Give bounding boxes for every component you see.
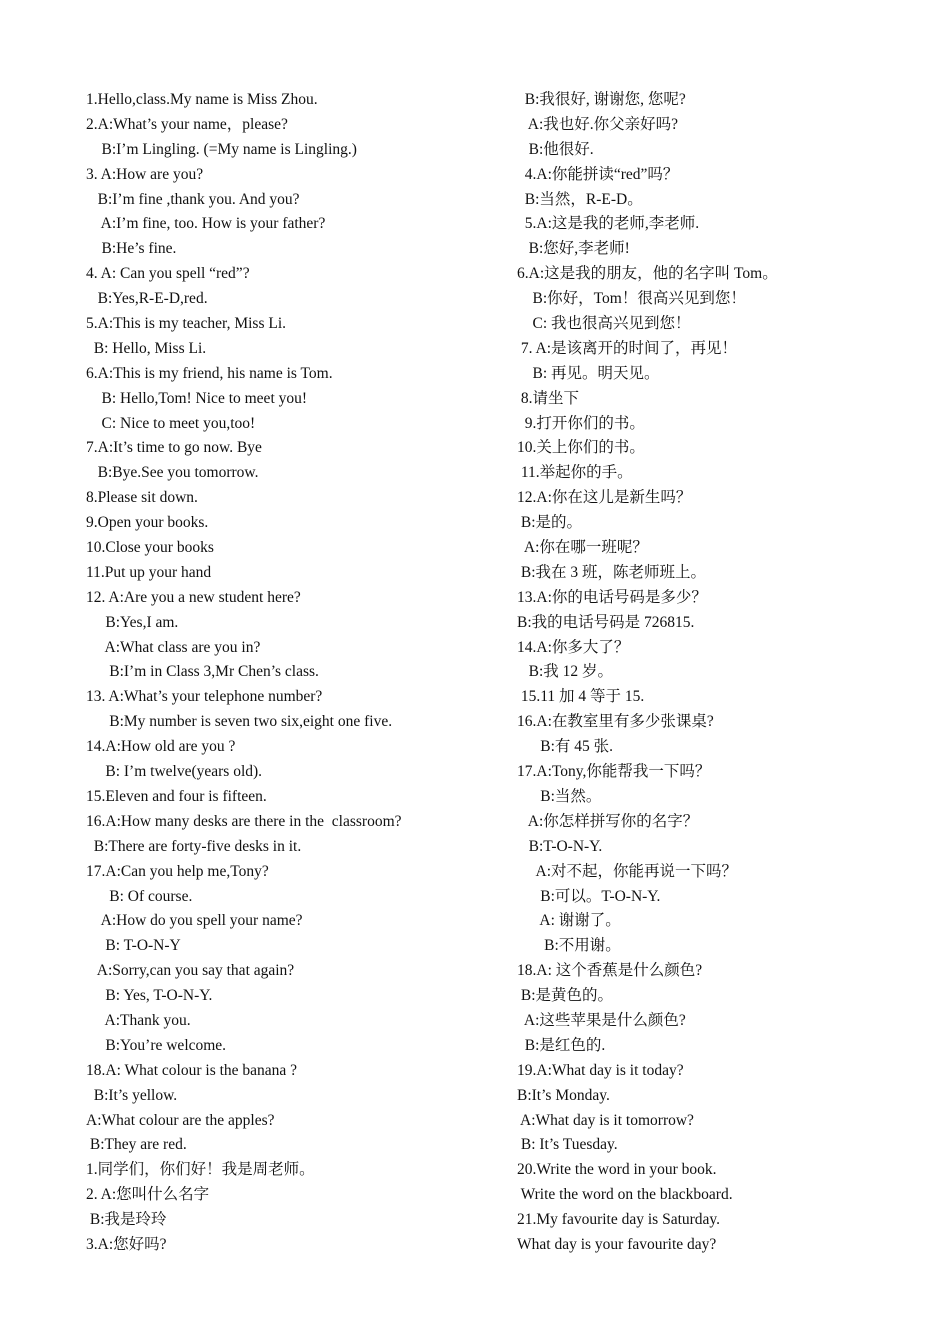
text-line: B:我的电话号码是 726815. (517, 613, 695, 631)
text-line: B:It’s yellow. (86, 1086, 178, 1104)
text-line: A:Sorry,can you say that again? (86, 962, 295, 980)
text-line: 20.Write the word in your book. (517, 1161, 717, 1179)
text-line: A:这些苹果是什么颜色? (517, 1011, 686, 1029)
text-line: 3. A:How are you? (86, 165, 204, 183)
text-line: B:你好，Tom！很高兴见到您！ (517, 290, 746, 308)
text-line: 4.A:你能拼读“red”吗？ (517, 165, 679, 183)
text-line: B: Hello, Miss Li. (86, 339, 207, 357)
text-line: A:I’m fine, too. How is your father? (86, 215, 326, 233)
text-line: A:Thank you. (86, 1011, 191, 1029)
text-line: 5.A:这是我的老师,李老师. (517, 215, 700, 233)
text-line: 12.A:你在这儿是新生吗？ (517, 489, 692, 507)
text-line: 8.Please sit down. (86, 489, 198, 507)
text-line: B:I’m in Class 3,Mr Chen’s class. (86, 663, 319, 681)
text-line: 6.A:This is my friend, his name is Tom. (86, 364, 333, 382)
text-line: 13.A:你的电话号码是多少？ (517, 588, 707, 606)
text-line: Write the word on the blackboard. (517, 1186, 733, 1204)
left-column (86, 88, 506, 1258)
text-line: B:可以。T-O-N-Y. (517, 887, 661, 905)
text-line: 1.同学们，你们好！我是周老师。 (86, 1161, 315, 1179)
text-line: B:您好,李老师! (517, 240, 630, 258)
text-line: 2. A:您叫什么名字 (86, 1186, 210, 1204)
text-line: B:他很好. (517, 140, 594, 158)
text-line: 8.请坐下 (517, 389, 580, 407)
text-line: B:Bye.See you tomorrow. (86, 464, 259, 482)
text-line: 7.A:It’s time to go now. Bye (86, 439, 262, 457)
text-line: 13. A:What’s your telephone number? (86, 688, 323, 706)
text-line: 16.A:How many desks are there in the classroom? (86, 812, 402, 830)
text-line: A:What class are you in? (86, 638, 261, 656)
text-line: B:不用谢。 (517, 937, 621, 955)
text-line: 4. A: Can you spell “red”? (86, 265, 250, 283)
text-line: B: Hello,Tom! Nice to meet you! (86, 389, 308, 407)
text-line: 17.A:Tony,你能帮我一下吗？ (517, 763, 711, 781)
text-line: 12. A:Are you a new student here? (86, 588, 301, 606)
text-line: A:你怎样拼写你的名字？ (517, 812, 699, 830)
text-line: B:Yes,R-E-D,red. (86, 290, 208, 308)
text-line: 14.A:你多大了？ (517, 638, 630, 656)
text-line: 5.A:This is my teacher, Miss Li. (86, 315, 286, 333)
text-line: 7. A:是该离开的时间了，再见！ (517, 339, 738, 357)
text-line: B:My number is seven two six,eight one five. (86, 713, 393, 731)
text-line: B:当然，R-E-D。 (517, 190, 643, 208)
text-line: B:是红色的. (517, 1036, 606, 1054)
text-line: 18.A: 这个香蕉是什么颜色? (517, 962, 703, 980)
text-line: B:Yes,I am. (86, 613, 179, 631)
text-line: 1.Hello,class.My name is Miss Zhou. (86, 91, 318, 108)
text-line: What day is your favourite day? (517, 1235, 717, 1253)
text-line: A:How do you spell your name? (86, 912, 303, 930)
text-line: A:What day is it tomorrow? (517, 1111, 694, 1129)
text-line: A:我也好.你父亲好吗? (517, 115, 679, 133)
text-line: B: Yes, T-O-N-Y. (86, 987, 213, 1005)
text-line: A:你在哪一班呢？ (517, 539, 648, 557)
text-line: 2.A:What’s your name，please? (86, 115, 288, 133)
text-line: 16.A:在教室里有多少张课桌? (517, 713, 714, 731)
text-line: 3.A:您好吗? (86, 1235, 167, 1253)
text-line: 11.举起你的手。 (517, 464, 633, 482)
text-line: 10.Close your books (86, 539, 214, 557)
text-line: C: 我也很高兴见到您！ (517, 315, 691, 333)
text-line: 17.A:Can you help me,Tony? (86, 862, 269, 880)
text-line: A:对不起，你能再说一下吗？ (517, 862, 738, 880)
text-line: B:是的。 (517, 514, 583, 532)
right-column (517, 88, 917, 1258)
text-line: B: It’s Tuesday. (517, 1136, 618, 1154)
text-line: 15.Eleven and four is fifteen. (86, 787, 267, 805)
text-line: 19.A:What day is it today? (517, 1061, 684, 1079)
text-line: B: 再见。明天见。 (517, 364, 660, 382)
text-line: B:He’s fine. (86, 240, 177, 258)
text-line: B: Of course. (86, 887, 193, 905)
text-line: 10.关上你们的书。 (517, 439, 645, 457)
text-line: B:我是玲玲 (86, 1211, 167, 1229)
text-line: B:我很好, 谢谢您, 您呢? (517, 91, 686, 108)
text-line: B:I’m Lingling. (=My name is Lingling.) (86, 140, 357, 158)
text-line: B:There are forty-five desks in it. (86, 837, 302, 855)
text-line: A:What colour are the apples? (86, 1111, 275, 1129)
text-line: C: Nice to meet you,too! (86, 414, 256, 432)
text-line: 15.11 加 4 等于 15. (517, 688, 645, 706)
text-line: B:It’s Monday. (517, 1086, 610, 1104)
text-line: 11.Put up your hand (86, 563, 212, 581)
text-line: B:I’m fine ,thank you. And you? (86, 190, 300, 208)
text-line: B:是黄色的。 (517, 987, 614, 1005)
text-line: B:They are red. (86, 1136, 187, 1154)
text-line: 9.打开你们的书。 (517, 414, 645, 432)
text-line: B:我 12 岁。 (517, 663, 614, 681)
text-line: 14.A:How old are you ? (86, 738, 236, 756)
text-line: A: 谢谢了。 (517, 912, 621, 930)
text-line: 9.Open your books. (86, 514, 209, 532)
text-line: B: I’m twelve(years old). (86, 763, 263, 781)
text-line: B:我在 3 班，陈老师班上。 (517, 563, 707, 581)
text-line: B:T-O-N-Y. (517, 837, 603, 855)
text-line: 18.A: What colour is the banana ? (86, 1061, 298, 1079)
text-line: 6.A:这是我的朋友，他的名字叫 Tom。 (517, 265, 778, 283)
text-line: B:有 45 张. (517, 738, 614, 756)
text-line: B:You’re welcome. (86, 1036, 227, 1054)
text-line: B:当然。 (517, 787, 602, 805)
text-line: B: T-O-N-Y (86, 937, 181, 955)
text-line: 21.My favourite day is Saturday. (517, 1211, 721, 1229)
